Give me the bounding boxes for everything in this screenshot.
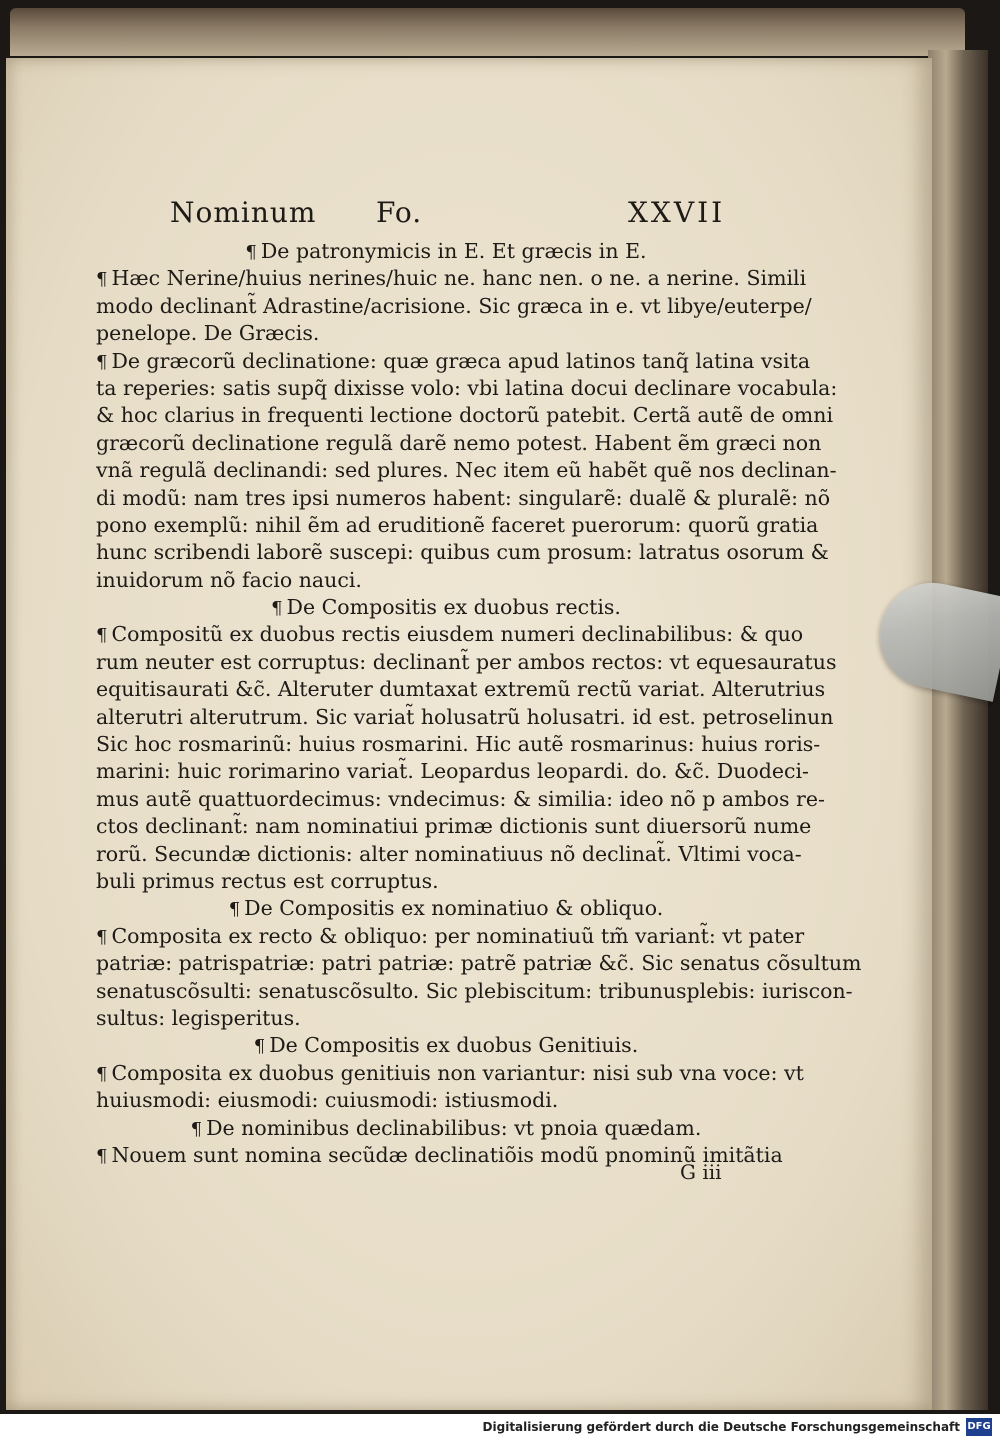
text-line — [96, 786, 825, 813]
dfg-logo-icon: DFG — [966, 1418, 992, 1436]
text-line — [96, 978, 853, 1005]
line-text: vnã regulã declinandi: sed plures. Nec item eũ habẽt quẽ nos declinan- — [96, 458, 837, 483]
running-head-title: Nominum — [170, 196, 317, 229]
text-line — [96, 1087, 796, 1114]
section-heading — [96, 1115, 796, 1142]
text-line — [96, 1060, 804, 1087]
line-text: Sic hoc rosmarinũ: huius rosmarini. Hic autẽ rosmarinus: huius roris- — [96, 732, 821, 757]
book-fore-edge — [928, 50, 988, 1410]
running-head — [0, 196, 1000, 236]
text-line — [96, 950, 862, 977]
line-text: di modũ: nam tres ipsi numeros habent: singularẽ: dualẽ & pluralẽ: nõ — [96, 485, 831, 510]
text-line — [96, 649, 837, 676]
text-line — [96, 621, 804, 648]
line-text: penelope. De Græcis. — [96, 321, 320, 346]
pilcrow-icon: ¶ — [228, 899, 241, 921]
line-text: equitisaurati &c̃. Alteruter dumtaxat extremũ rectũ variat. Alterutrius — [96, 677, 826, 702]
text-line — [96, 512, 819, 539]
line-text: hunc scribendi laborẽ suscepi: quibus cum prosum: latratus osorum & — [96, 540, 829, 565]
text-line — [96, 293, 812, 320]
line-text: modo declinant̃ Adrastine/acrisione. Sic græca in e. vt libye/euterpe/ — [96, 293, 812, 318]
line-text: De Compositis ex nominatiuo & obliquo. — [244, 896, 664, 921]
pilcrow-icon: ¶ — [190, 1118, 203, 1140]
pilcrow-icon: ¶ — [96, 269, 108, 291]
running-head-folio-number: XXVII — [628, 196, 726, 229]
pilcrow-icon: ¶ — [96, 926, 108, 948]
text-line — [96, 348, 811, 375]
line-text: græcorũ declinatione regulã darẽ nemo potest. Habent ẽm græci non — [96, 430, 822, 455]
text-line — [96, 841, 802, 868]
line-text: De Compositis ex duobus Genitiuis. — [269, 1033, 639, 1058]
footer-bar — [0, 1414, 1000, 1442]
line-text: huiusmodi: eiusmodi: cuiusmodi: istiusmodi. — [96, 1088, 559, 1113]
text-line — [96, 457, 837, 484]
line-text: Composita ex duobus genitiuis non variantur: nisi sub vna voce: vt — [111, 1060, 804, 1085]
text-line — [96, 704, 834, 731]
text-line — [96, 676, 826, 703]
text-line — [96, 320, 796, 347]
line-text: Nouem sunt nomina secũdæ declinatiõis modũ pnominũ imitãtia — [111, 1142, 783, 1167]
line-text: Composita ex recto & obliquo: per nominatiuũ tm̃ variant̃: vt pater — [111, 923, 805, 948]
line-text: rorũ. Secundæ dictionis: alter nominatiuus nõ declinat̃. Vltimi voca- — [96, 841, 802, 866]
text-line — [96, 813, 812, 840]
section-heading — [96, 594, 796, 621]
body-text — [96, 238, 862, 1169]
pilcrow-icon: ¶ — [245, 242, 257, 263]
running-head-folio-label: Fo. — [376, 196, 423, 229]
text-line — [96, 375, 838, 402]
text-line — [96, 1005, 796, 1032]
line-text: senatuscõsulti: senatuscõsulto. Sic plebiscitum: tribunusplebis: iuriscon- — [96, 978, 853, 1003]
text-line — [96, 758, 809, 785]
text-line — [96, 430, 822, 457]
section-heading — [96, 895, 796, 922]
section-heading — [96, 238, 796, 265]
book-top-edge — [10, 8, 965, 56]
line-text: ctos declinant̃: nam nominatiui primæ dictionis sunt diuersorũ nume — [96, 814, 812, 839]
line-text: buli primus rectus est corruptus. — [96, 868, 439, 893]
text-line — [96, 402, 834, 429]
text-line — [96, 567, 796, 594]
pilcrow-icon: ¶ — [253, 1036, 266, 1058]
line-text: rum neuter est corruptus: declinant̃ per ambos rectos: vt equesauratus — [96, 649, 837, 674]
signature-mark: G iii — [680, 1160, 722, 1184]
line-text: Compositũ ex duobus rectis eiusdem numeri declinabilibus: & quo — [111, 622, 804, 647]
line-text: patriæ: patrispatriæ: patri patriæ: patrẽ patriæ &c̃. Sic senatus cõsultum — [96, 951, 862, 976]
line-text: De nominibus declinabilibus: vt pnoia quædam. — [206, 1115, 702, 1140]
line-text: ta reperies: satis supq̃ dixisse volo: vbi latina docui declinare vocabula: — [96, 375, 838, 400]
line-text: & hoc clarius in frequenti lectione doctorũ patebit. Certã autẽ de omni — [96, 403, 834, 428]
line-text: pono exemplũ: nihil ẽm ad eruditionẽ faceret puerorum: quorũ gratia — [96, 512, 819, 537]
line-text: sultus: legisperitus. — [96, 1005, 301, 1030]
line-text: inuidorum nõ facio nauci. — [96, 567, 362, 592]
line-text: Hæc Nerine/huius nerines/huic ne. hanc nen. o ne. a nerine. Simili — [111, 266, 807, 291]
line-text: De Compositis ex duobus rectis. — [286, 595, 621, 620]
line-text: marini: huic rorimarino variat̃. Leopardus leopardi. do. &c̃. Duodeci- — [96, 759, 809, 784]
pilcrow-icon: ¶ — [96, 1063, 108, 1085]
text-line — [96, 539, 829, 566]
line-text: mus autẽ quattuordecimus: vndecimus: & similia: ideo nõ p ambos re- — [96, 786, 825, 811]
text-line — [96, 485, 831, 512]
footer-credit: Digitalisierung gefördert durch die Deutsche Forschungsgemeinschaft — [482, 1420, 960, 1434]
text-line — [96, 868, 796, 895]
text-line — [96, 265, 807, 292]
text-line — [96, 731, 821, 758]
text-line — [96, 923, 805, 950]
pilcrow-icon: ¶ — [96, 1145, 108, 1167]
pilcrow-icon: ¶ — [271, 598, 283, 620]
section-heading — [96, 1032, 796, 1059]
line-text: De patronymicis in E. Et græcis in E. — [260, 239, 647, 263]
pilcrow-icon: ¶ — [96, 351, 108, 373]
line-text: De græcorũ declinatione: quæ græca apud latinos tanq̃ latina vsita — [111, 348, 811, 373]
line-text: alterutri alterutrum. Sic variat̃ holusatrũ holusatri. id est. petroselinun — [96, 704, 834, 729]
pilcrow-icon: ¶ — [96, 625, 108, 647]
